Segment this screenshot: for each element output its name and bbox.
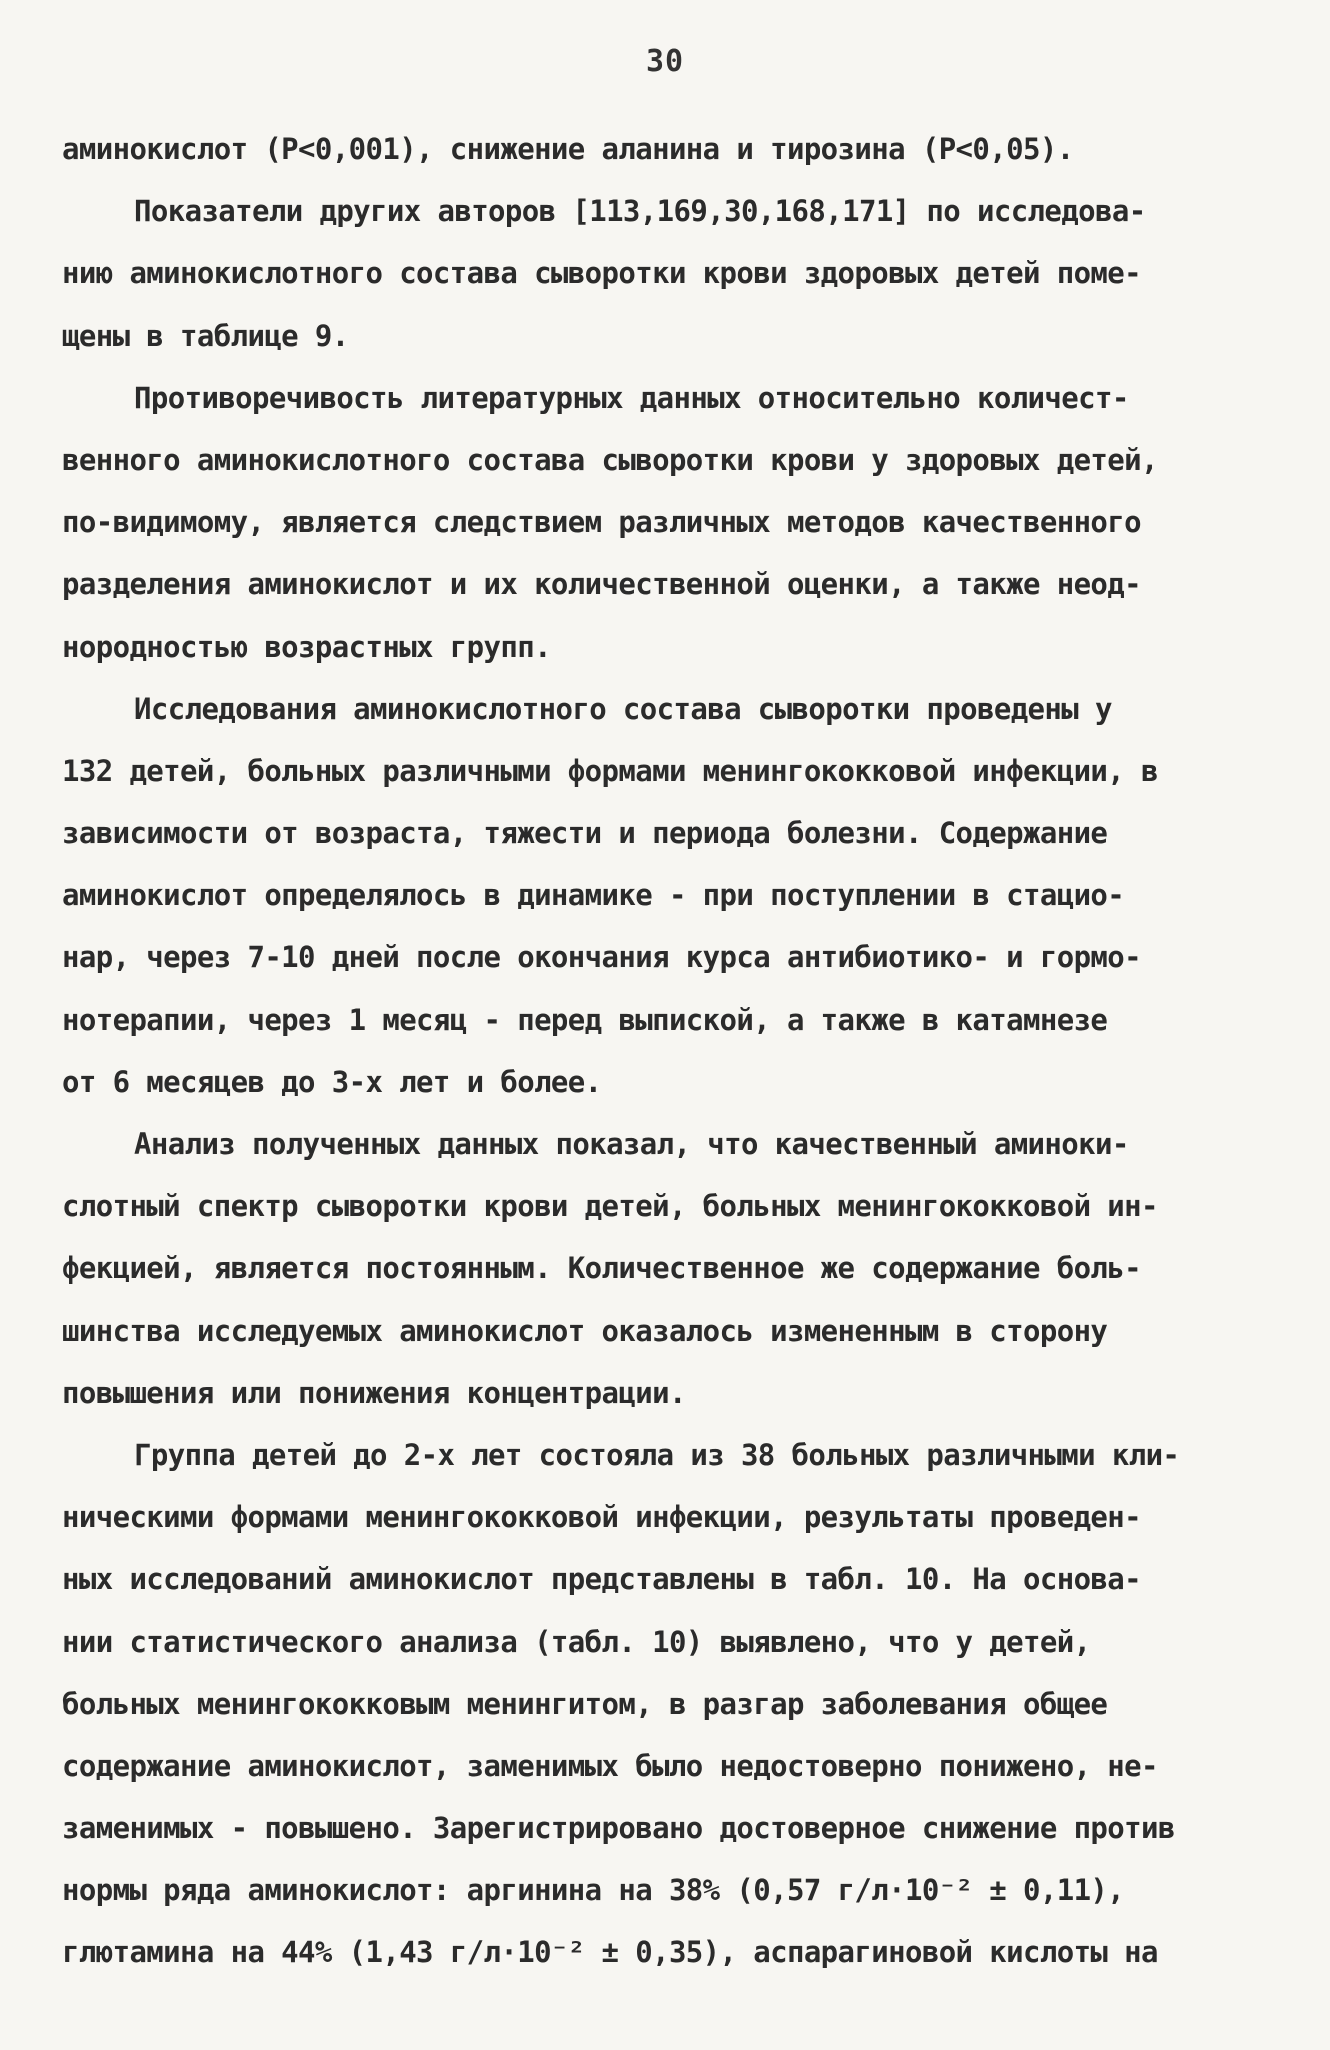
- text-line: нии статистического анализа (табл. 10) выявлено, что у детей,: [62, 1624, 1091, 1659]
- text-line: венного аминокислотного состава сыворотки крови у здоровых детей,: [62, 442, 1158, 477]
- text-line: больных менингококковым менингитом, в разгар заболевания общее: [62, 1686, 1108, 1721]
- text-line: аминокислот (Р<0,001), снижение аланина и тирозина (Р<0,05).: [62, 132, 1074, 166]
- text-line: нар, через 7-10 дней после окончания курса антибиотико- и гормо-: [62, 940, 1142, 975]
- text-line: Группа детей до 2-х лет состояла из 38 больных различными кли-: [134, 1437, 1180, 1472]
- text-line: ническими формами менингококковой инфекции, результаты проведен-: [62, 1500, 1142, 1535]
- text-line: нородностью возрастных групп.: [62, 629, 551, 664]
- body-text: [62, 118, 1262, 1984]
- text-line: повышения или понижения концентрации.: [62, 1375, 686, 1410]
- text-line: глютамина на 44% (1,43 г/л·10⁻² ± 0,35), аспарагиновой кислоты на: [62, 1935, 1158, 1970]
- text-line: разделения аминокислот и их количественной оценки, а также неод-: [62, 567, 1142, 602]
- text-line: Противоречивость литературных данных относительно количест-: [134, 380, 1129, 415]
- text-line: по-видимому, является следствием различных методов качественного: [62, 505, 1142, 540]
- text-line: заменимых - повышено. Зарегистрировано достоверное снижение против: [62, 1811, 1175, 1846]
- text-line: щены в таблице 9.: [62, 318, 349, 353]
- text-line: 132 детей, больных различными формами менингококковой инфекции, в: [62, 753, 1158, 788]
- text-line: фекцией, является постоянным. Количественное же содержание боль-: [62, 1251, 1142, 1286]
- text-line: от 6 месяцев до 3-х лет и более.: [62, 1064, 602, 1099]
- text-line: нию аминокислотного состава сыворотки крови здоровых детей поме-: [62, 256, 1142, 291]
- text-line: Исследования аминокислотного состава сыворотки проведены у: [134, 691, 1112, 726]
- page-number: 30: [645, 44, 685, 79]
- text-line: слотный спектр сыворотки крови детей, больных менингококковой ин-: [62, 1189, 1158, 1224]
- text-line: Показатели других авторов [113,169,30,168,171] по исследова-: [134, 194, 1146, 229]
- text-line: аминокислот определялось в динамике - при поступлении в стацио-: [62, 878, 1125, 913]
- text-line: шинства исследуемых аминокислот оказалось измененным в сторону: [62, 1313, 1108, 1348]
- text-line: содержание аминокислот, заменимых было недостоверно понижено, не-: [62, 1748, 1158, 1783]
- text-line: нормы ряда аминокислот: аргинина на 38% (0,57 г/л·10⁻² ± 0,11),: [62, 1873, 1125, 1908]
- text-line: Анализ полученных данных показал, что качественный аминоки-: [134, 1127, 1129, 1161]
- text-line: ных исследований аминокислот представлены в табл. 10. На основа-: [62, 1562, 1142, 1597]
- text-line: зависимости от возраста, тяжести и периода болезни. Содержание: [62, 816, 1108, 851]
- text-line: нотерапии, через 1 месяц - перед выпиской, а также в катамнезе: [62, 1002, 1108, 1037]
